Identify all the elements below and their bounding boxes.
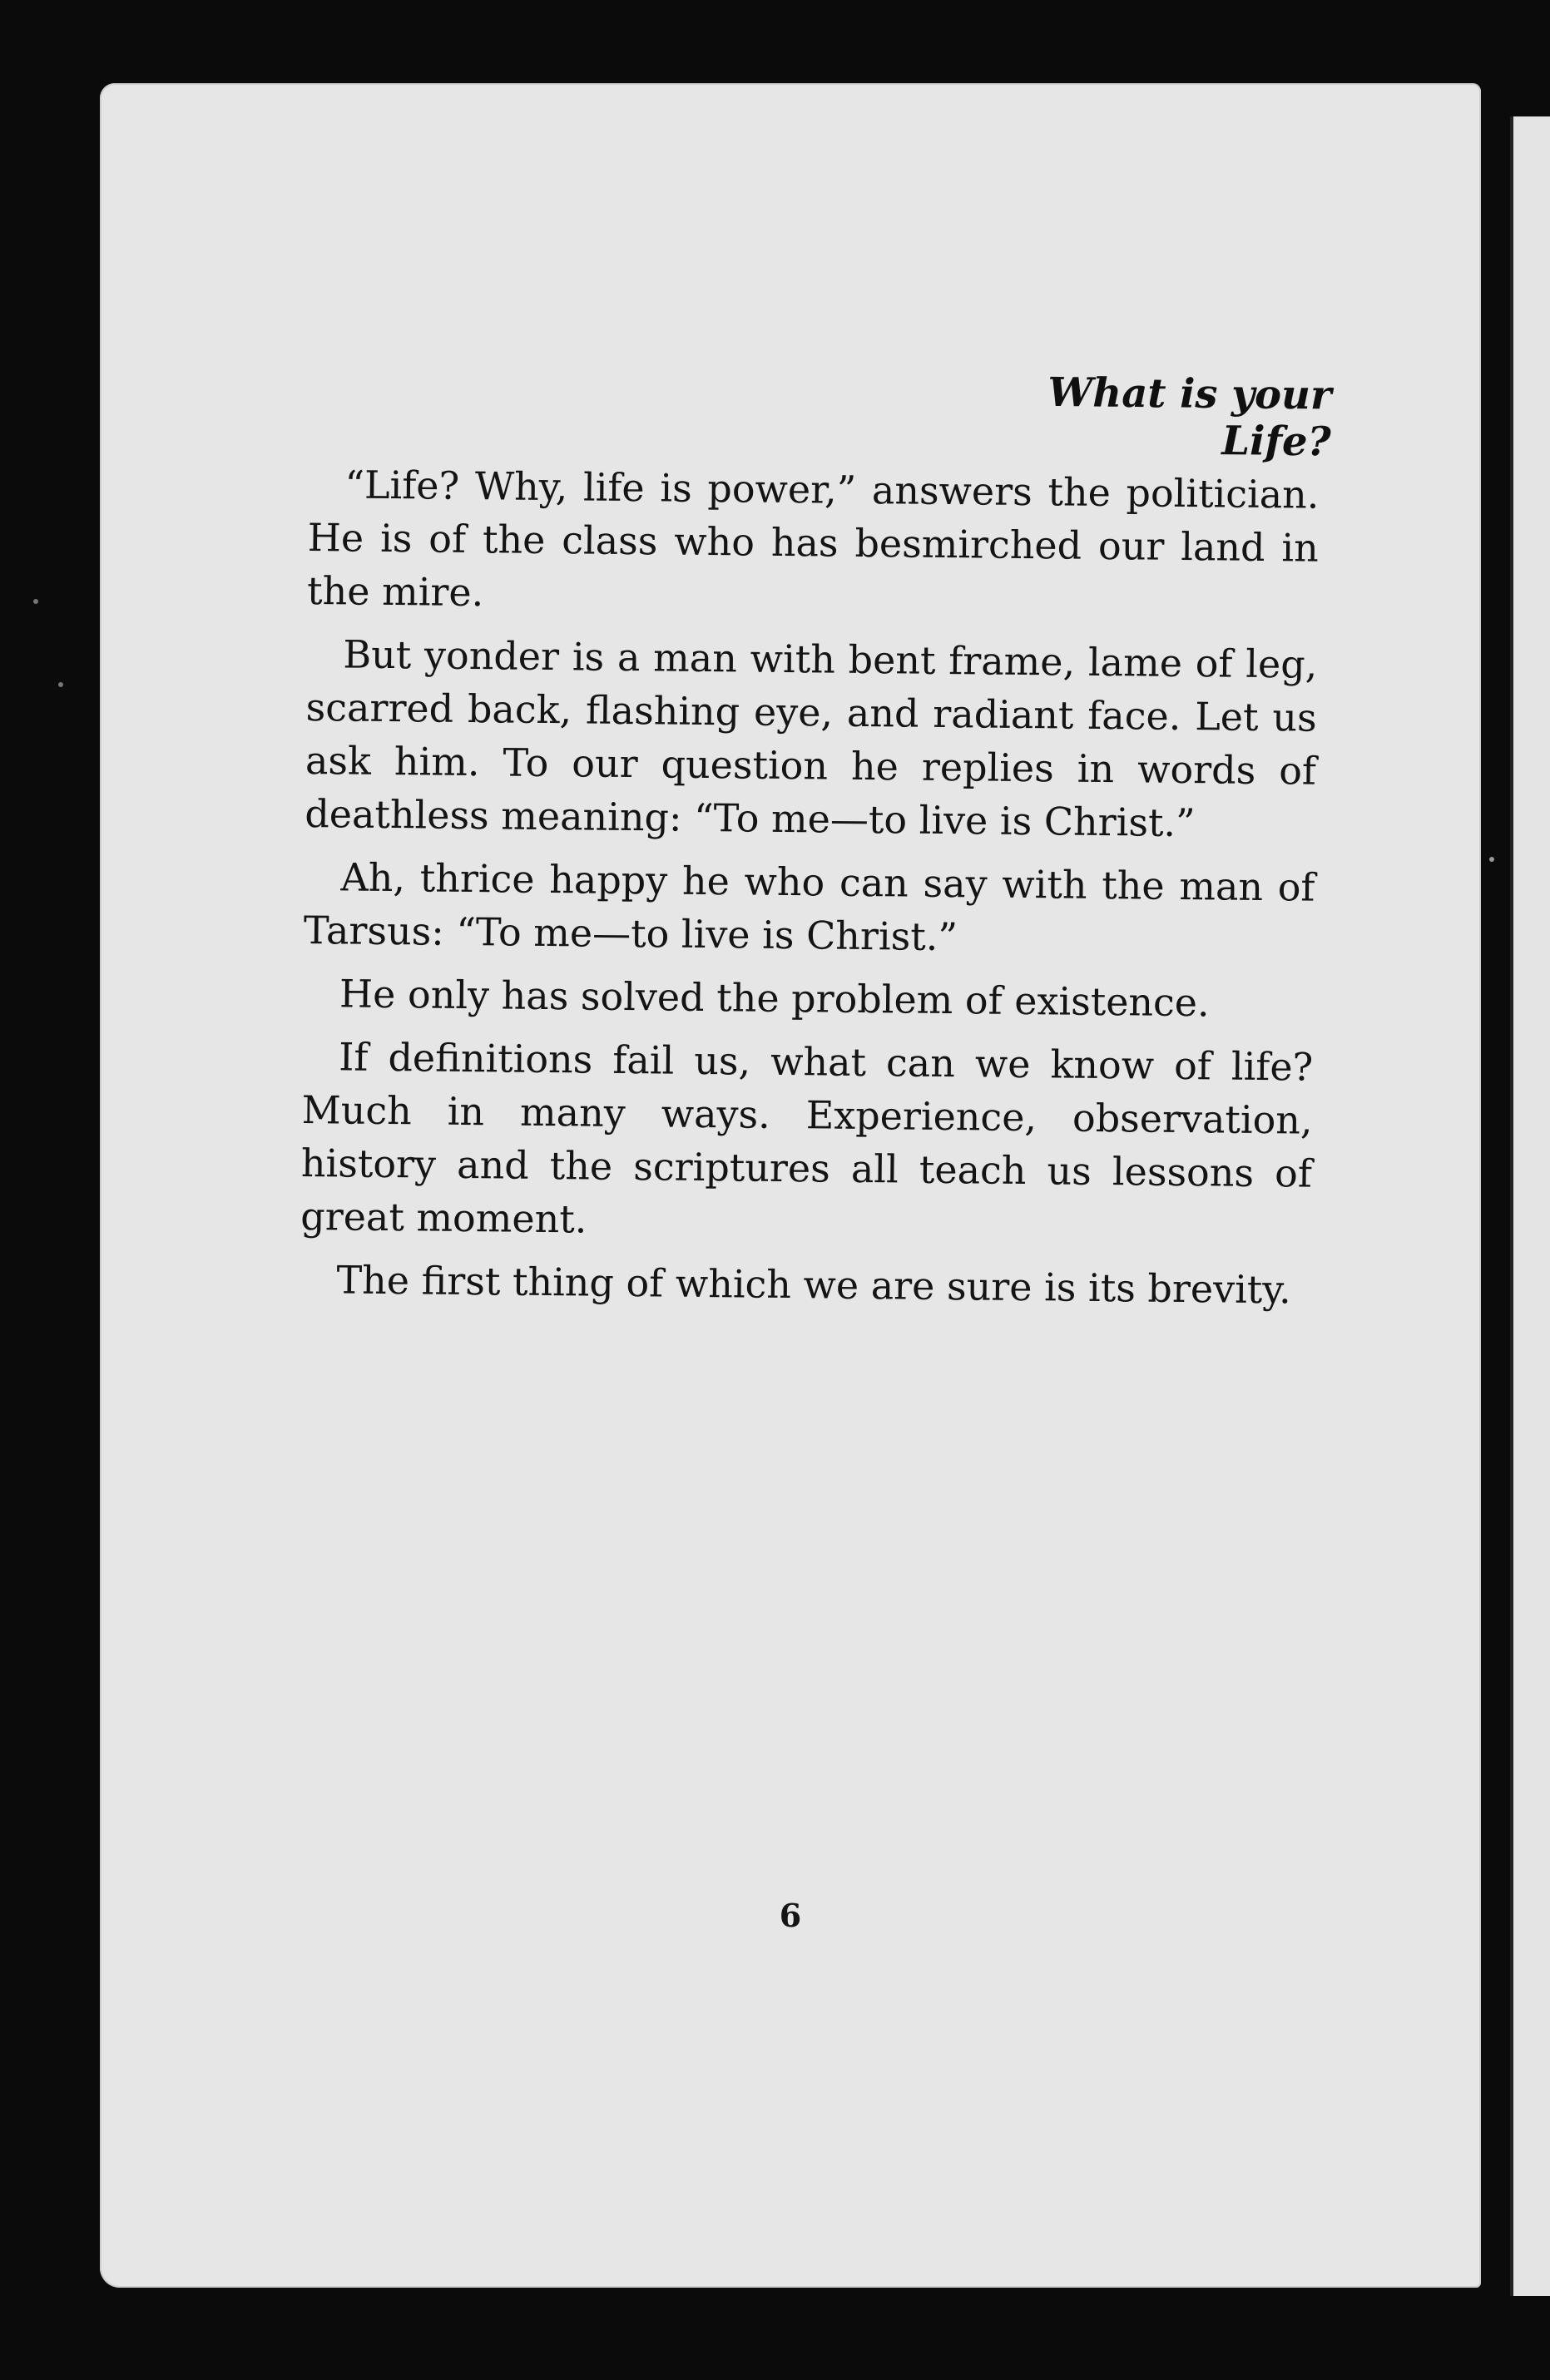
book-page <box>100 83 1481 2288</box>
adjacent-page-edge <box>1510 116 1550 2296</box>
paragraph-man-of-tarsus: Ah, thrice happy he who can say with the man of Tarsus: “To me—to live is Christ.” <box>303 854 1315 960</box>
scan-speck <box>33 599 38 604</box>
page-number: 6 <box>779 1897 802 1934</box>
paragraph-man-with-bent-frame: But yonder is a man with bent frame, lame of leg, scarred back, flashing eye, and radiant face. Let us ask him. To our question he replies in words of deathless meaning: “To me—to live is Christ.” <box>305 631 1318 846</box>
paragraph-definitions: If definitions fail us, what can we know of life? Much in many ways. Experience, observation, history and the scriptures all teach us lessons of great moment. <box>300 1034 1314 1242</box>
paragraph-politician: “Life? Why, life is power,” answers the politician. He is of the class who has besmirched our land in the mire. <box>306 462 1320 616</box>
paragraph-brevity: The first thing of which we are sure is its brevity. <box>336 1257 1292 1313</box>
scan-speck <box>1489 857 1494 862</box>
running-head: What is your Life? <box>1047 369 1332 466</box>
body-text <box>300 366 1320 1327</box>
scan-speck <box>58 682 63 687</box>
paragraph-problem-of-existence: He only has solved the problem of existence. <box>339 971 1210 1026</box>
